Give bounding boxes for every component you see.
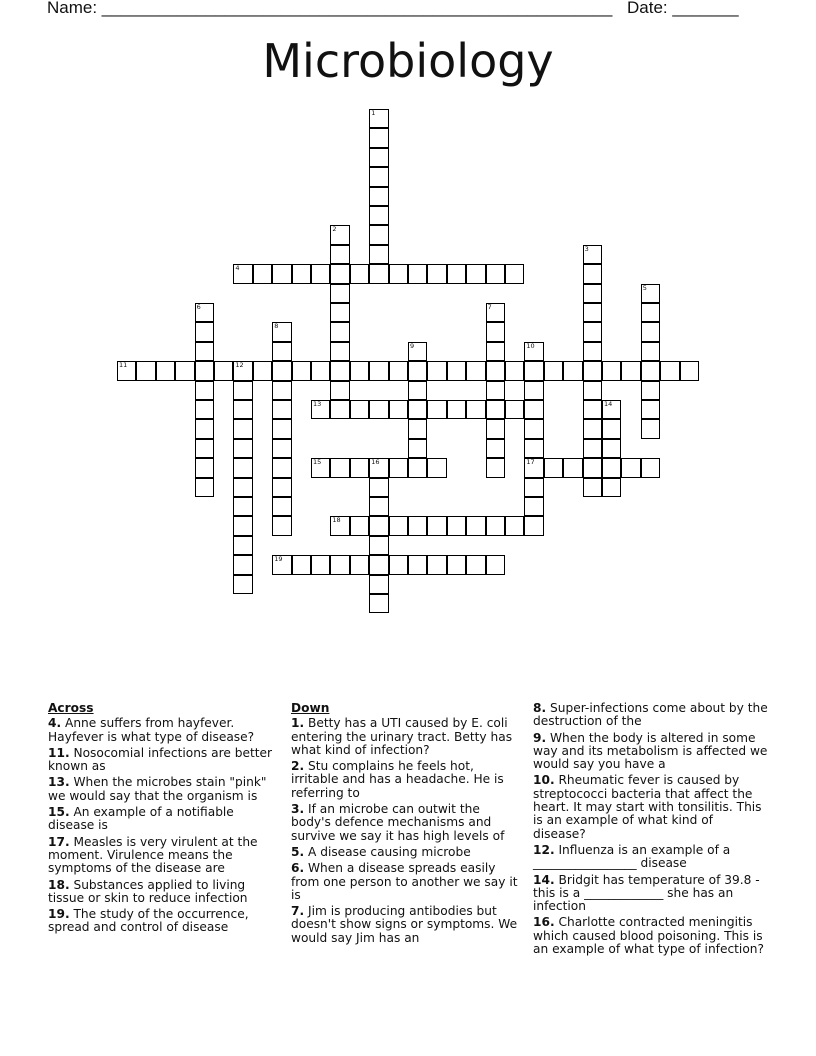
grid-cell[interactable] <box>583 264 602 283</box>
grid-cell[interactable] <box>311 361 330 380</box>
grid-cell[interactable] <box>330 303 349 322</box>
grid-cell[interactable] <box>427 516 446 535</box>
grid-cell[interactable] <box>195 322 214 341</box>
clue-number: 19. <box>48 907 70 922</box>
clue-number: 11 <box>119 361 128 370</box>
grid-cell[interactable] <box>369 361 388 380</box>
grid-cell[interactable] <box>330 322 349 341</box>
grid-cell[interactable] <box>641 284 660 303</box>
clue-text: Measles is very virulent at the moment. Virulence means the symptoms of the disease are <box>48 834 258 876</box>
clue-number: 16 <box>371 458 380 467</box>
grid-cell[interactable] <box>524 516 543 535</box>
grid-cell[interactable] <box>641 419 660 438</box>
clue-number: 11. <box>48 745 70 760</box>
clue-text: Anne suffers from hayfever. Hayfever is what type of disease? <box>48 716 255 744</box>
grid-cell[interactable] <box>369 478 388 497</box>
down-clue <box>291 905 519 945</box>
grid-cell[interactable] <box>195 400 214 419</box>
grid-cell[interactable] <box>233 458 252 477</box>
grid-cell[interactable] <box>330 458 349 477</box>
clue-number: 10. <box>533 773 555 788</box>
grid-cell[interactable] <box>195 439 214 458</box>
grid-cell[interactable] <box>233 439 252 458</box>
clue-number: 3. <box>291 802 305 817</box>
grid-cell[interactable] <box>583 478 602 497</box>
grid-cell[interactable] <box>602 478 621 497</box>
grid-cell[interactable] <box>272 497 291 516</box>
grid-cell[interactable] <box>369 109 388 128</box>
grid-cell[interactable] <box>408 381 427 400</box>
down-clues-continued <box>533 702 769 959</box>
grid-cell[interactable] <box>486 361 505 380</box>
grid-cell[interactable] <box>466 361 485 380</box>
grid-cell[interactable] <box>583 342 602 361</box>
grid-cell[interactable] <box>311 458 330 477</box>
grid-cell[interactable] <box>427 400 446 419</box>
grid-cell[interactable] <box>583 303 602 322</box>
grid-cell[interactable] <box>602 439 621 458</box>
grid-cell[interactable] <box>233 264 252 283</box>
clue-number: 9. <box>533 730 547 745</box>
grid-cell[interactable] <box>486 381 505 400</box>
grid-cell[interactable] <box>233 419 252 438</box>
grid-cell[interactable] <box>583 284 602 303</box>
grid-cell[interactable] <box>486 322 505 341</box>
down-clues <box>291 702 519 948</box>
grid-cell[interactable] <box>486 439 505 458</box>
grid-cell[interactable] <box>447 555 466 574</box>
clue-text: Betty has a UTI caused by E. coli entering the urinary tract. Betty has what kind of infection? <box>291 716 513 757</box>
clue-number: 6. <box>291 861 305 876</box>
grid-cell[interactable] <box>195 478 214 497</box>
grid-cell[interactable] <box>583 400 602 419</box>
across-clue <box>48 908 276 935</box>
clue-number: 1 <box>371 109 376 117</box>
grid-cell[interactable] <box>292 264 311 283</box>
grid-cell[interactable] <box>369 167 388 186</box>
clue-number: 3 <box>584 244 589 253</box>
down-clue <box>291 803 519 843</box>
grid-cell[interactable] <box>311 555 330 574</box>
grid-cell[interactable] <box>292 555 311 574</box>
grid-cell[interactable] <box>369 497 388 516</box>
grid-cell[interactable] <box>175 361 194 380</box>
grid-cell[interactable] <box>369 594 388 613</box>
clue-number: 5. <box>291 844 305 859</box>
grid-cell[interactable] <box>641 400 660 419</box>
grid-cell[interactable] <box>660 361 679 380</box>
grid-cell[interactable] <box>427 361 446 380</box>
grid-cell[interactable] <box>369 536 388 555</box>
grid-cell[interactable] <box>447 400 466 419</box>
clue-text: Influenza is an example of a _________________ disease <box>533 842 731 871</box>
grid-cell[interactable] <box>369 245 388 264</box>
grid-cell[interactable] <box>447 361 466 380</box>
grid-cell[interactable] <box>330 516 349 535</box>
clue-number: 18 <box>332 516 341 525</box>
grid-cell[interactable] <box>350 516 369 535</box>
clue-text: Jim is producing antibodies but doesn't show signs or symptoms. We would say Jim has an <box>291 904 518 945</box>
grid-cell[interactable] <box>369 400 388 419</box>
grid-cell[interactable] <box>272 322 291 341</box>
clue-number: 12. <box>533 842 555 857</box>
grid-cell[interactable] <box>311 264 330 283</box>
grid-cell[interactable] <box>369 516 388 535</box>
clue-number: 8. <box>533 701 547 715</box>
grid-cell[interactable] <box>466 400 485 419</box>
grid-cell[interactable] <box>272 381 291 400</box>
grid-cell[interactable] <box>408 555 427 574</box>
across-clue <box>48 879 276 906</box>
grid-cell[interactable] <box>641 381 660 400</box>
grid-cell[interactable] <box>233 361 252 380</box>
grid-cell[interactable] <box>486 458 505 477</box>
clue-text: Substances applied to living tissue or skin to reduce infection <box>48 877 248 905</box>
grid-cell[interactable] <box>621 361 640 380</box>
grid-cell[interactable] <box>311 400 330 419</box>
grid-cell[interactable] <box>117 361 136 380</box>
clue-text: Nosocomial infections are better known as <box>48 745 273 774</box>
grid-cell[interactable] <box>427 555 446 574</box>
clue-number: 17 <box>526 458 535 467</box>
grid-cell[interactable] <box>330 342 349 361</box>
clue-text: A disease causing microbe <box>304 844 471 859</box>
grid-cell[interactable] <box>486 264 505 283</box>
grid-cell[interactable] <box>389 555 408 574</box>
grid-cell[interactable] <box>583 322 602 341</box>
grid-cell[interactable] <box>369 458 388 477</box>
grid-cell[interactable] <box>330 245 349 264</box>
grid-cell[interactable] <box>330 225 349 244</box>
across-clue <box>48 776 276 803</box>
grid-cell[interactable] <box>292 361 311 380</box>
grid-cell[interactable] <box>369 148 388 167</box>
down-clue <box>291 846 519 859</box>
grid-cell[interactable] <box>427 264 446 283</box>
down-clue <box>533 916 769 956</box>
grid-cell[interactable] <box>641 342 660 361</box>
clue-number: 15 <box>313 458 322 467</box>
grid-cell[interactable] <box>350 458 369 477</box>
clue-number: 13 <box>313 400 322 408</box>
grid-cell[interactable] <box>350 400 369 419</box>
grid-cell[interactable] <box>602 458 621 477</box>
grid-cell[interactable] <box>233 536 252 555</box>
grid-cell[interactable] <box>486 303 505 322</box>
grid-cell[interactable] <box>524 361 543 380</box>
grid-cell[interactable] <box>330 555 349 574</box>
clue-number: 2 <box>332 225 337 234</box>
across-clue <box>48 717 276 744</box>
grid-cell[interactable] <box>544 458 563 477</box>
grid-cell[interactable] <box>330 284 349 303</box>
clue-number: 15. <box>48 805 70 820</box>
clue-number: 7 <box>487 303 492 311</box>
grid-cell[interactable] <box>350 264 369 283</box>
grid-cell[interactable] <box>524 497 543 516</box>
down-clue <box>533 732 769 772</box>
grid-cell[interactable] <box>369 128 388 147</box>
grid-cell[interactable] <box>408 342 427 361</box>
grid-cell[interactable] <box>233 575 252 594</box>
across-clue <box>48 747 276 774</box>
grid-cell[interactable] <box>350 555 369 574</box>
grid-cell[interactable] <box>389 400 408 419</box>
grid-cell[interactable] <box>350 361 369 380</box>
grid-cell[interactable] <box>563 361 582 380</box>
grid-cell[interactable] <box>272 439 291 458</box>
clue-number: 14 <box>604 400 613 408</box>
grid-cell[interactable] <box>330 400 349 419</box>
grid-cell[interactable] <box>486 342 505 361</box>
grid-cell[interactable] <box>369 206 388 225</box>
clue-text: Stu complains he feels hot, irritable and has a headache. He is referring to <box>291 759 504 800</box>
grid-cell[interactable] <box>272 478 291 497</box>
clue-number: 16. <box>533 915 555 930</box>
grid-cell[interactable] <box>641 458 660 477</box>
grid-cell[interactable] <box>389 361 408 380</box>
grid-cell[interactable] <box>524 342 543 361</box>
clue-number: 5 <box>642 283 647 292</box>
grid-cell[interactable] <box>466 555 485 574</box>
grid-cell[interactable] <box>563 458 582 477</box>
grid-cell[interactable] <box>389 458 408 477</box>
grid-cell[interactable] <box>544 361 563 380</box>
grid-cell[interactable] <box>583 419 602 438</box>
down-clue <box>291 760 519 800</box>
clue-number: 8 <box>274 322 279 331</box>
name-field[interactable]: Name: ______________________________________________________ <box>47 0 613 17</box>
clue-number: 12 <box>235 361 244 370</box>
clue-text: Rheumatic fever is caused by streptococci bacteria that affect the heart. It may start with tonsilitis. This is an example of what kind of disease? <box>533 773 762 841</box>
grid-cell[interactable] <box>621 458 640 477</box>
clue-number: 18. <box>48 877 70 892</box>
grid-cell[interactable] <box>447 264 466 283</box>
clue-number: 10 <box>526 341 535 350</box>
grid-cell[interactable] <box>583 245 602 264</box>
grid-cell[interactable] <box>369 555 388 574</box>
grid-cell[interactable] <box>272 264 291 283</box>
page-title: Microbiology <box>262 34 554 88</box>
grid-cell[interactable] <box>602 400 621 419</box>
grid-cell[interactable] <box>505 400 524 419</box>
grid-cell[interactable] <box>233 400 252 419</box>
across-clue <box>48 806 276 833</box>
grid-cell[interactable] <box>330 264 349 283</box>
grid-cell[interactable] <box>408 419 427 438</box>
clue-text: Super-infections come about by the destruction of the <box>533 701 768 729</box>
clue-number: 7. <box>291 904 305 919</box>
across-heading: Across <box>48 701 94 715</box>
grid-cell[interactable] <box>195 419 214 438</box>
grid-cell[interactable] <box>466 264 485 283</box>
across-clues <box>48 702 276 938</box>
grid-cell[interactable] <box>408 458 427 477</box>
grid-cell[interactable] <box>505 516 524 535</box>
grid-cell[interactable] <box>602 361 621 380</box>
grid-cell[interactable] <box>524 400 543 419</box>
grid-cell[interactable] <box>505 264 524 283</box>
clue-number: 9 <box>410 341 415 350</box>
grid-cell[interactable] <box>427 458 446 477</box>
grid-cell[interactable] <box>641 303 660 322</box>
clue-text: An example of a notifiable disease is <box>48 805 234 833</box>
grid-cell[interactable] <box>253 264 272 283</box>
clue-number: 13. <box>48 775 70 790</box>
grid-cell[interactable] <box>486 419 505 438</box>
grid-cell[interactable] <box>233 497 252 516</box>
grid-cell[interactable] <box>195 342 214 361</box>
down-clue <box>533 774 769 840</box>
down-clue <box>533 874 769 914</box>
grid-cell[interactable] <box>195 361 214 380</box>
clue-number: 14. <box>533 872 555 887</box>
clue-text: The study of the occurrence, spread and control of disease <box>48 907 249 935</box>
grid-cell[interactable] <box>136 361 155 380</box>
grid-cell[interactable] <box>272 361 291 380</box>
grid-cell[interactable] <box>524 458 543 477</box>
grid-cell[interactable] <box>233 516 252 535</box>
grid-cell[interactable] <box>524 419 543 438</box>
grid-cell[interactable] <box>641 322 660 341</box>
grid-cell[interactable] <box>330 381 349 400</box>
grid-cell[interactable] <box>680 361 699 380</box>
grid-cell[interactable] <box>408 361 427 380</box>
clue-number: 19 <box>274 555 283 564</box>
clue-number: 17. <box>48 834 70 849</box>
grid-cell[interactable] <box>486 516 505 535</box>
grid-cell[interactable] <box>583 439 602 458</box>
grid-cell[interactable] <box>408 516 427 535</box>
grid-cell[interactable] <box>641 361 660 380</box>
grid-cell[interactable] <box>583 361 602 380</box>
grid-cell[interactable] <box>272 342 291 361</box>
grid-cell[interactable] <box>505 361 524 380</box>
grid-cell[interactable] <box>524 478 543 497</box>
grid-cell[interactable] <box>272 555 291 574</box>
down-heading: Down <box>291 701 330 715</box>
clue-number: 4 <box>235 264 240 273</box>
clue-text: When a disease spreads easily from one person to another we say it is <box>291 861 518 902</box>
grid-cell[interactable] <box>369 575 388 594</box>
grid-cell[interactable] <box>408 264 427 283</box>
clue-number: 2. <box>291 759 305 774</box>
clue-text: If an microbe can outwit the body's defence mechanisms and survive we say it has high levels of <box>291 802 505 843</box>
clue-number: 1. <box>291 716 305 731</box>
grid-cell[interactable] <box>233 555 252 574</box>
grid-cell[interactable] <box>272 419 291 438</box>
across-clue <box>48 836 276 876</box>
grid-cell[interactable] <box>389 264 408 283</box>
grid-cell[interactable] <box>408 439 427 458</box>
grid-cell[interactable] <box>195 303 214 322</box>
grid-cell[interactable] <box>389 516 408 535</box>
grid-cell[interactable] <box>253 361 272 380</box>
clue-text: When the body is altered in some way and its metabolism is affected we would say you have a <box>533 730 768 772</box>
grid-cell[interactable] <box>602 419 621 438</box>
grid-cell[interactable] <box>447 516 466 535</box>
clue-number: 4. <box>48 716 62 731</box>
grid-cell[interactable] <box>583 458 602 477</box>
grid-cell[interactable] <box>486 400 505 419</box>
down-clue <box>291 862 519 902</box>
grid-cell[interactable] <box>233 478 252 497</box>
grid-cell[interactable] <box>272 458 291 477</box>
date-field[interactable]: Date: _______ <box>627 0 739 17</box>
grid-cell[interactable] <box>195 381 214 400</box>
down-clue <box>533 844 769 871</box>
grid-cell[interactable] <box>369 264 388 283</box>
grid-cell[interactable] <box>524 381 543 400</box>
grid-cell[interactable] <box>466 516 485 535</box>
grid-cell[interactable] <box>369 187 388 206</box>
grid-cell[interactable] <box>330 361 349 380</box>
grid-cell[interactable] <box>369 225 388 244</box>
grid-cell[interactable] <box>214 361 233 380</box>
grid-cell[interactable] <box>486 555 505 574</box>
grid-cell[interactable] <box>583 381 602 400</box>
grid-cell[interactable] <box>156 361 175 380</box>
grid-cell[interactable] <box>233 381 252 400</box>
down-clue <box>533 702 769 729</box>
clue-text: Charlotte contracted meningitis which caused blood poisoning. This is an example of what type of infection? <box>533 915 764 957</box>
down-clue <box>291 717 519 757</box>
clue-text: Bridgit has temperature of 39.8 - this is a _____________ she has an infection <box>533 872 760 914</box>
grid-cell[interactable] <box>408 400 427 419</box>
clue-text: When the microbes stain "pink" we would say that the organism is <box>48 775 267 803</box>
clue-number: 6 <box>196 303 201 311</box>
grid-cell[interactable] <box>524 439 543 458</box>
grid-cell[interactable] <box>195 458 214 477</box>
grid-cell[interactable] <box>272 516 291 535</box>
grid-cell[interactable] <box>272 400 291 419</box>
